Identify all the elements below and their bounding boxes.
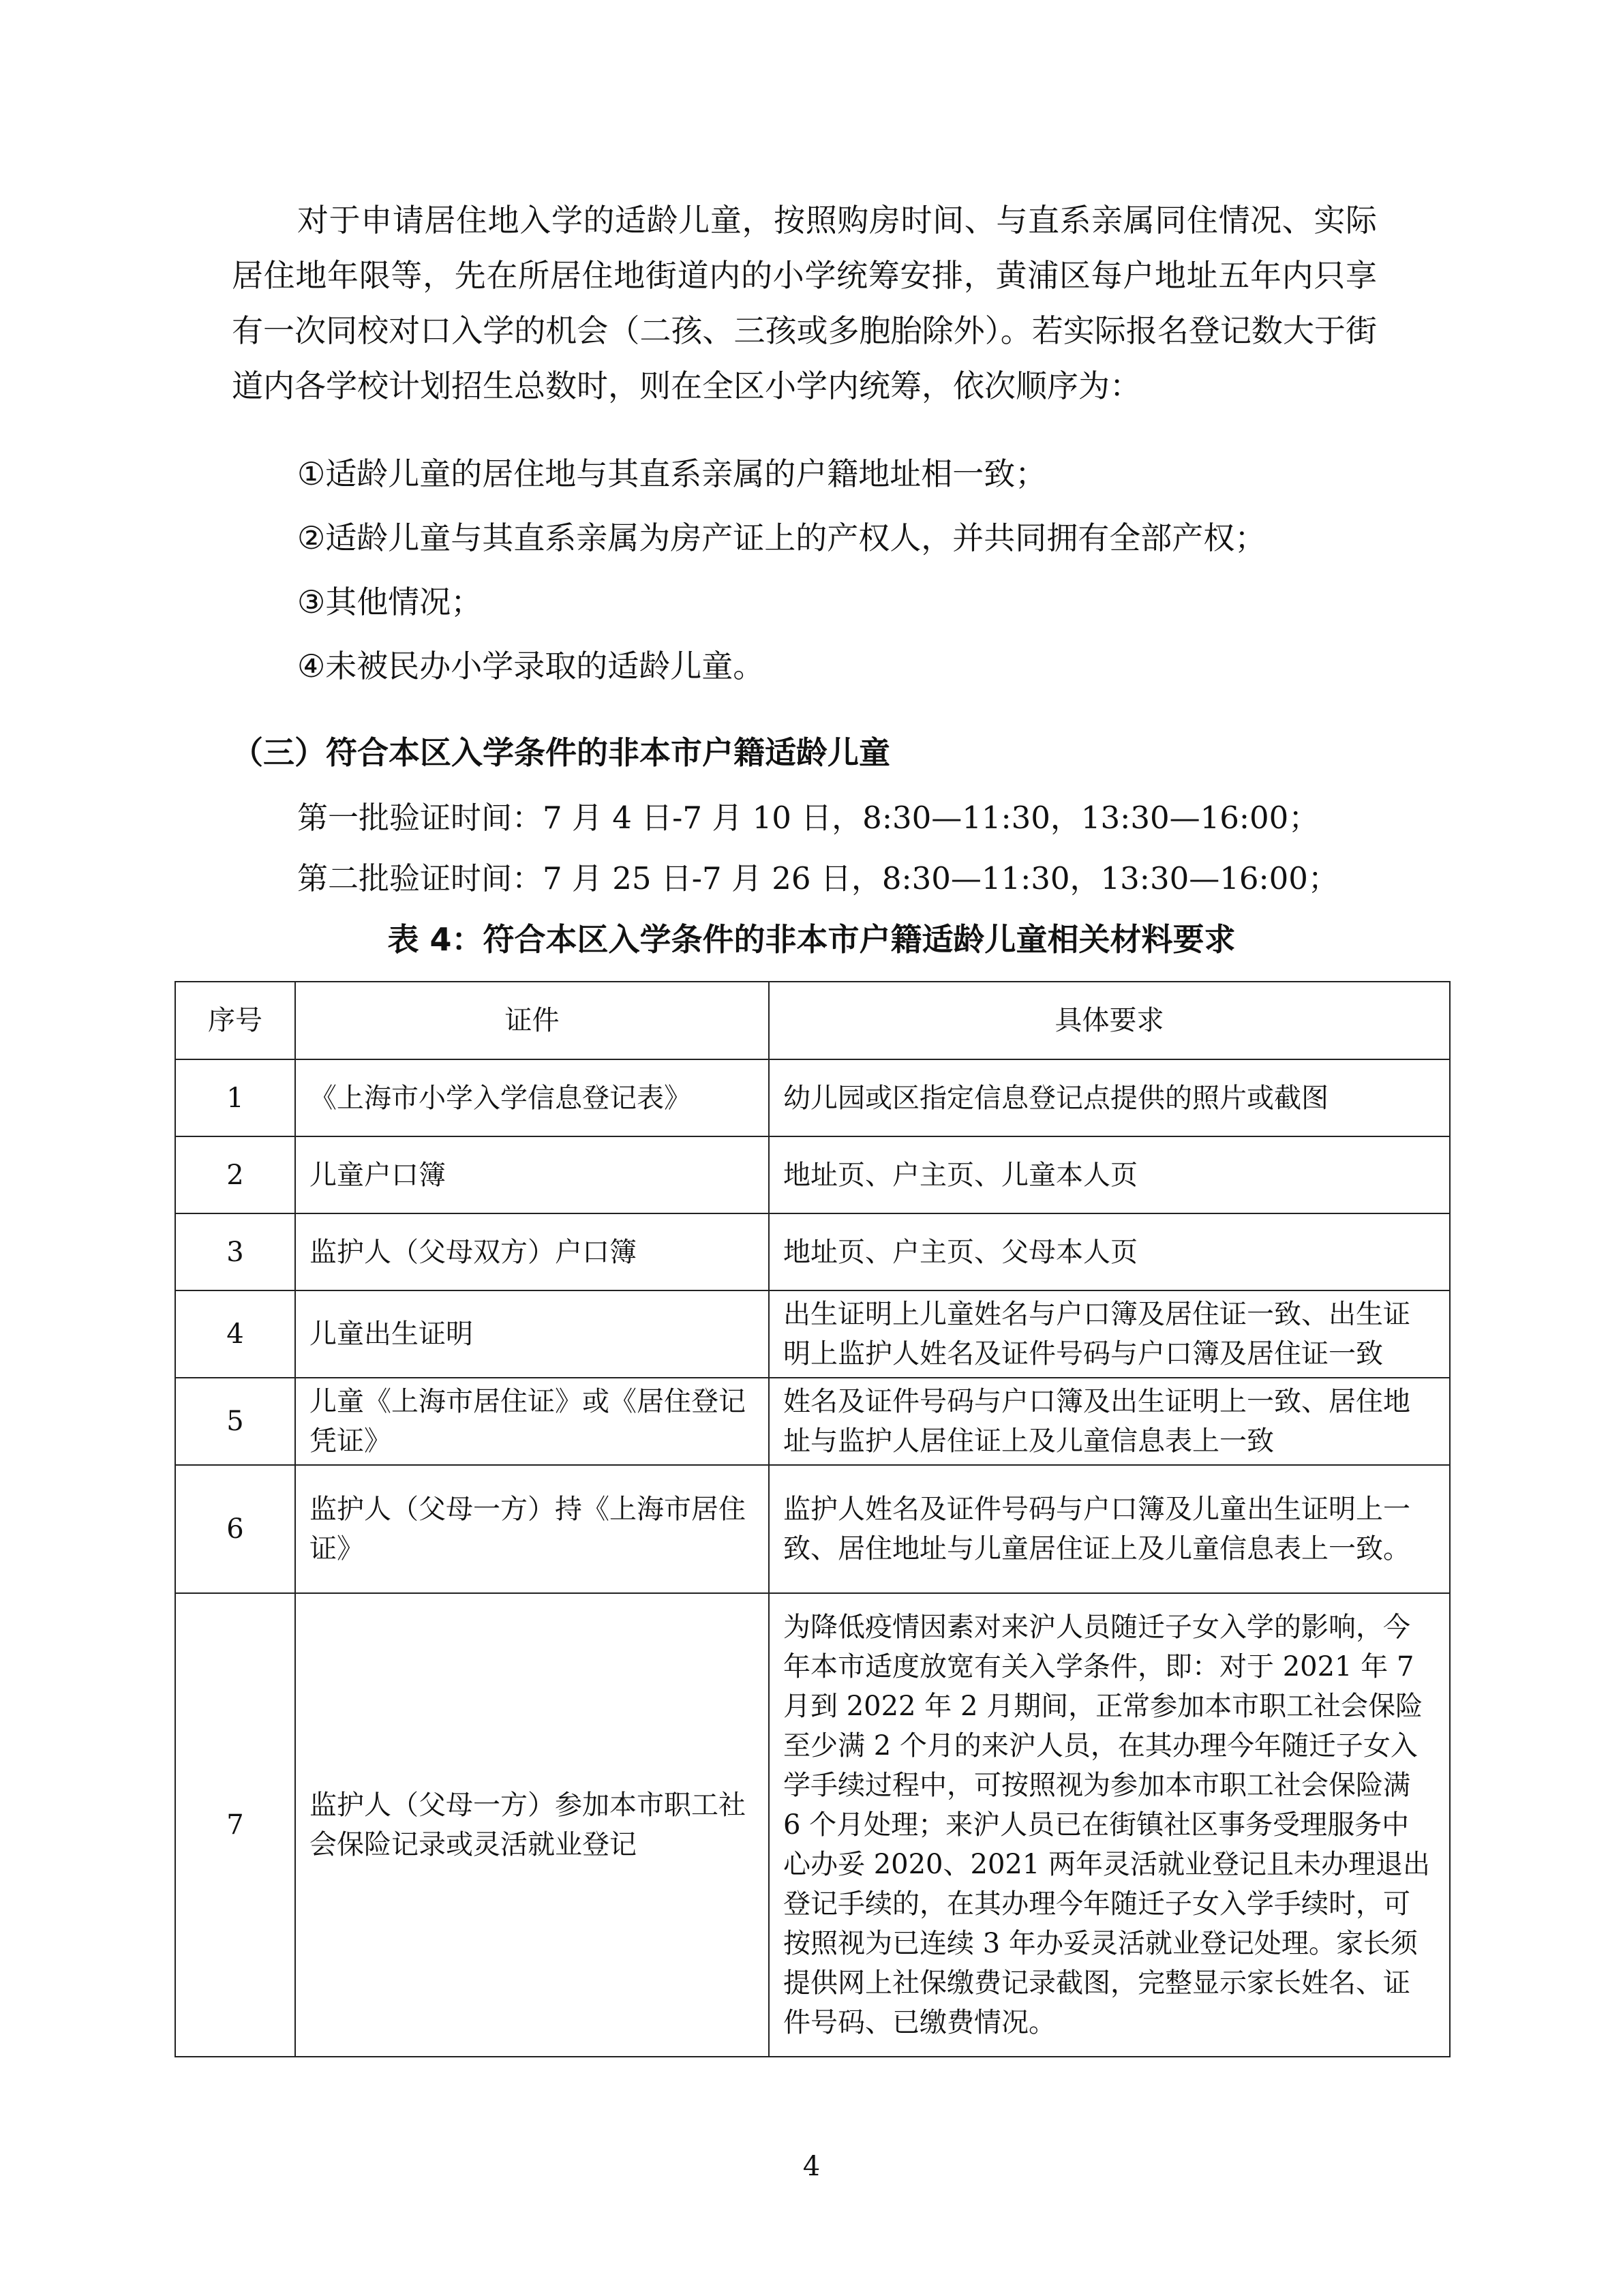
row-document: 监护人（父母一方）参加本市职工社会保险记录或灵活就业登记 <box>295 1593 769 2057</box>
row-document: 监护人（父母一方）持《上海市居住证》 <box>295 1465 769 1593</box>
header-number: 序号 <box>175 982 295 1059</box>
table-row <box>175 1465 1450 1593</box>
row-document: 儿童《上海市居住证》或《居住登记凭证》 <box>295 1378 769 1465</box>
row-document: 监护人（父母双方）户口簿 <box>295 1213 769 1290</box>
table-caption: 表 4：符合本区入学条件的非本市户籍适龄儿童相关材料要求 <box>387 921 1236 958</box>
table-row <box>175 1213 1450 1290</box>
table-row <box>175 1290 1450 1378</box>
verification-time-first: 第一批验证时间：7 月 4 日-7 月 10 日，8:30—11:30，13:30—16:00； <box>297 800 1320 836</box>
row-requirement: 地址页、户主页、父母本人页 <box>769 1213 1450 1290</box>
verification-time-second: 第二批验证时间：7 月 25 日-7 月 26 日，8:30—11:30，13:30—16:00； <box>297 860 1339 896</box>
row-requirement: 为降低疫情因素对来沪人员随迁子女入学的影响，今年本市适度放宽有关入学条件，即：对于 2021 年 7 月到 2022 年 2 月期间，正常参加本市职工社会保险至少满 2 个月的来沪人员，在其办理今年随迁子女入学手续过程中，可按照视为参加本市职工社会保险满 6 个月处理；来沪人员已在街镇社区事务受理服务中心办妥 2020、2021 两年灵活就业登记且未办理退出登记手续的，在其办理今年随迁子女入学手续时，可按照视为已连续 3 年办妥灵活就业登记处理。家长须提供网上社保缴费记录截图，完整显示家长姓名、证件号码、已缴费情况。 <box>769 1593 1450 2057</box>
row-requirement: 幼儿园或区指定信息登记点提供的照片或截图 <box>769 1059 1450 1136</box>
row-requirement: 姓名及证件号码与户口簿及出生证明上一致、居住地址与监护人居住证上及儿童信息表上一致 <box>769 1378 1450 1465</box>
row-number: 2 <box>175 1136 295 1213</box>
header-requirement: 具体要求 <box>769 982 1450 1059</box>
intro-paragraph: 对于申请居住地入学的适龄儿童，按照购房时间、与直系亲属同住情况、实际居住地年限等，先在所居住地街道内的小学统筹安排，黄浦区每户地址五年内只享有一次同校对口入学的机会（二孩、三孩或多胞胎除外）。若实际报名登记数大于街道内各学校计划招生总数时，则在全区小学内统筹，依次顺序为： <box>232 202 1377 404</box>
requirements-table <box>175 981 1451 2057</box>
row-requirement: 出生证明上儿童姓名与户口簿及居住证一致、出生证明上监护人姓名及证件号码与户口簿及居住证一致 <box>769 1290 1450 1378</box>
order-item-4: ④未被民办小学录取的适龄儿童。 <box>297 648 765 684</box>
row-number: 6 <box>175 1465 295 1593</box>
row-document: 儿童户口簿 <box>295 1136 769 1213</box>
row-number: 4 <box>175 1290 295 1378</box>
order-item-1: ①适龄儿童的居住地与其直系亲属的户籍地址相一致； <box>297 455 1047 492</box>
row-number: 3 <box>175 1213 295 1290</box>
row-number: 1 <box>175 1059 295 1136</box>
table-row <box>175 1059 1450 1136</box>
order-item-2: ②适龄儿童与其直系亲属为房产证上的产权人，并共同拥有全部产权； <box>297 519 1266 556</box>
row-requirement: 地址页、户主页、儿童本人页 <box>769 1136 1450 1213</box>
row-document: 儿童出生证明 <box>295 1290 769 1378</box>
table-row <box>175 1593 1450 2057</box>
section-heading: （三）符合本区入学条件的非本市户籍适龄儿童 <box>232 734 890 771</box>
table-row <box>175 1136 1450 1213</box>
table-header-row <box>175 982 1450 1059</box>
table-row <box>175 1378 1450 1465</box>
row-number: 7 <box>175 1593 295 2057</box>
header-document: 证件 <box>295 982 769 1059</box>
page-number: 4 <box>802 2151 821 2182</box>
row-document: 《上海市小学入学信息登记表》 <box>295 1059 769 1136</box>
order-item-3: ③其他情况； <box>297 584 483 620</box>
row-number: 5 <box>175 1378 295 1465</box>
row-requirement: 监护人姓名及证件号码与户口簿及儿童出生证明上一致、居住地址与儿童居住证上及儿童信息表上一致。 <box>769 1465 1450 1593</box>
